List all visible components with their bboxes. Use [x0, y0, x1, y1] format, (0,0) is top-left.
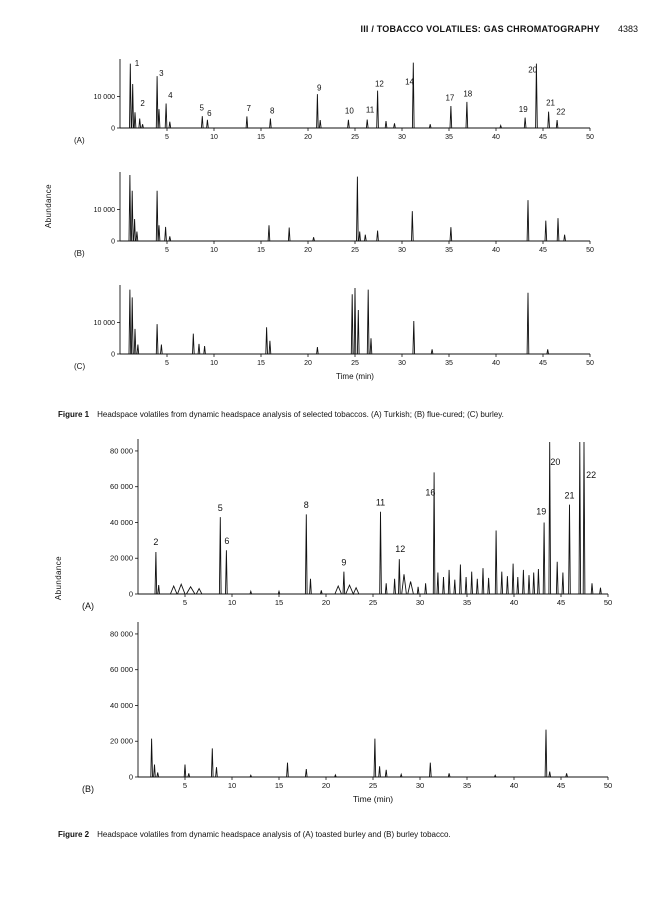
svg-text:16: 16: [425, 487, 436, 498]
svg-text:10: 10: [210, 134, 218, 141]
svg-text:20 000: 20 000: [110, 736, 133, 746]
figure1-caption: [58, 409, 610, 420]
svg-text:40 000: 40 000: [110, 700, 133, 710]
svg-text:8: 8: [303, 500, 309, 511]
svg-text:25: 25: [368, 598, 378, 607]
figure1-panel-b-chromatogram: [62, 169, 607, 269]
svg-text:15: 15: [257, 247, 265, 254]
svg-text:(C): (C): [74, 362, 86, 371]
svg-text:20: 20: [550, 457, 561, 468]
svg-text:21: 21: [564, 490, 575, 501]
figure1-y-axis-label: Abundance: [44, 184, 53, 229]
figure-2: [50, 434, 650, 826]
figure2-panel-a-chromatogram: [70, 434, 630, 614]
svg-text:(B): (B): [74, 249, 85, 258]
svg-text:12: 12: [395, 543, 406, 554]
svg-text:50: 50: [603, 781, 613, 790]
svg-text:50: 50: [586, 360, 594, 367]
svg-text:5: 5: [165, 360, 169, 367]
svg-text:20: 20: [304, 360, 312, 367]
svg-text:1: 1: [134, 58, 140, 68]
figure-1: [42, 56, 622, 406]
svg-text:4: 4: [168, 91, 173, 101]
svg-text:60 000: 60 000: [110, 665, 133, 675]
figure2-caption-label: Figure 2: [58, 830, 90, 839]
figure1-caption-label: Figure 1: [58, 410, 90, 419]
svg-text:35: 35: [462, 781, 472, 790]
svg-text:30: 30: [415, 598, 425, 607]
svg-text:45: 45: [539, 360, 547, 367]
svg-text:5: 5: [182, 781, 188, 790]
svg-text:14: 14: [405, 77, 414, 87]
svg-text:45: 45: [539, 134, 547, 141]
svg-text:40: 40: [509, 598, 519, 607]
svg-text:50: 50: [603, 598, 613, 607]
svg-text:Time (min): Time (min): [352, 794, 394, 804]
svg-text:2: 2: [153, 536, 159, 547]
svg-text:6: 6: [207, 109, 212, 119]
svg-text:10 000: 10 000: [93, 207, 115, 215]
svg-text:19: 19: [518, 104, 528, 114]
svg-text:20 000: 20 000: [110, 553, 133, 563]
svg-text:25: 25: [351, 134, 359, 141]
svg-text:5: 5: [165, 247, 169, 254]
svg-text:15: 15: [257, 360, 265, 367]
svg-text:Time (min): Time (min): [336, 372, 374, 381]
svg-text:10: 10: [227, 781, 237, 790]
svg-text:20: 20: [528, 65, 538, 75]
svg-text:0: 0: [111, 351, 115, 359]
svg-text:40: 40: [492, 247, 500, 254]
svg-text:80 000: 80 000: [110, 446, 133, 456]
svg-text:0: 0: [128, 772, 133, 782]
svg-text:12: 12: [374, 79, 384, 89]
svg-text:40: 40: [492, 134, 500, 141]
svg-text:9: 9: [317, 83, 322, 93]
svg-text:5: 5: [182, 598, 188, 607]
svg-text:6: 6: [224, 535, 230, 546]
svg-text:(B): (B): [82, 784, 94, 794]
svg-text:40: 40: [492, 360, 500, 367]
svg-text:30: 30: [398, 134, 406, 141]
svg-text:20: 20: [304, 247, 312, 254]
page-number: 4383: [617, 24, 638, 34]
svg-text:11: 11: [365, 105, 375, 115]
svg-text:45: 45: [539, 247, 547, 254]
svg-text:9: 9: [341, 557, 347, 568]
svg-text:50: 50: [586, 134, 594, 141]
svg-text:22: 22: [586, 469, 597, 480]
svg-text:30: 30: [398, 247, 406, 254]
svg-text:45: 45: [556, 598, 566, 607]
figure2-y-axis-label: Abundance: [54, 556, 63, 601]
running-head: III / TOBACCO VOLATILES: GAS CHROMATOGRAPHY: [360, 24, 600, 34]
svg-text:35: 35: [445, 360, 453, 367]
svg-text:35: 35: [462, 598, 472, 607]
svg-text:17: 17: [445, 93, 455, 103]
svg-text:10: 10: [210, 360, 218, 367]
svg-text:20: 20: [321, 598, 331, 607]
figure1-caption-text: Headspace volatiles from dynamic headspace analysis of selected tobaccos. (A) Turkish; (B) flue-cured; (C) burley.: [97, 410, 504, 419]
svg-text:35: 35: [445, 247, 453, 254]
svg-text:40 000: 40 000: [110, 517, 133, 527]
svg-text:19: 19: [536, 506, 547, 517]
svg-text:50: 50: [586, 247, 594, 254]
svg-text:0: 0: [128, 589, 133, 599]
figure2-caption-text: Headspace volatiles from dynamic headspace analysis of (A) toasted burley and (B) burley tobacco.: [97, 830, 451, 839]
svg-text:18: 18: [463, 89, 473, 99]
svg-text:30: 30: [398, 360, 406, 367]
svg-text:20: 20: [304, 134, 312, 141]
svg-text:10: 10: [227, 598, 237, 607]
figure2-panel-b-chromatogram: [70, 617, 630, 819]
svg-text:10 000: 10 000: [93, 94, 115, 102]
svg-text:20: 20: [321, 781, 331, 790]
svg-text:15: 15: [274, 598, 284, 607]
figure1-panel-a-chromatogram: [62, 56, 607, 156]
svg-text:7: 7: [246, 104, 252, 114]
svg-text:35: 35: [445, 134, 453, 141]
svg-text:(A): (A): [82, 601, 94, 611]
svg-text:0: 0: [111, 238, 115, 246]
svg-text:45: 45: [556, 781, 566, 790]
svg-text:15: 15: [274, 781, 284, 790]
svg-text:30: 30: [415, 781, 425, 790]
svg-text:25: 25: [351, 247, 359, 254]
svg-text:10: 10: [210, 247, 218, 254]
svg-text:22: 22: [556, 107, 566, 117]
svg-text:8: 8: [270, 106, 275, 116]
figure1-panel-c-chromatogram: [62, 282, 607, 402]
svg-text:25: 25: [351, 360, 359, 367]
svg-text:10: 10: [344, 106, 354, 116]
svg-text:0: 0: [111, 125, 115, 133]
svg-text:25: 25: [368, 781, 378, 790]
figure2-caption: [58, 829, 610, 840]
svg-text:21: 21: [546, 98, 555, 108]
svg-text:40: 40: [509, 781, 519, 790]
svg-text:60 000: 60 000: [110, 482, 133, 492]
svg-text:10 000: 10 000: [93, 320, 115, 328]
svg-text:5: 5: [217, 502, 223, 513]
svg-text:(A): (A): [74, 136, 85, 145]
svg-text:5: 5: [165, 134, 169, 141]
svg-text:2: 2: [140, 99, 145, 108]
svg-text:80 000: 80 000: [110, 629, 133, 639]
svg-text:3: 3: [159, 69, 164, 79]
svg-text:11: 11: [375, 497, 386, 508]
svg-text:5: 5: [199, 103, 205, 113]
svg-text:15: 15: [257, 134, 265, 141]
page-header: [361, 24, 638, 34]
